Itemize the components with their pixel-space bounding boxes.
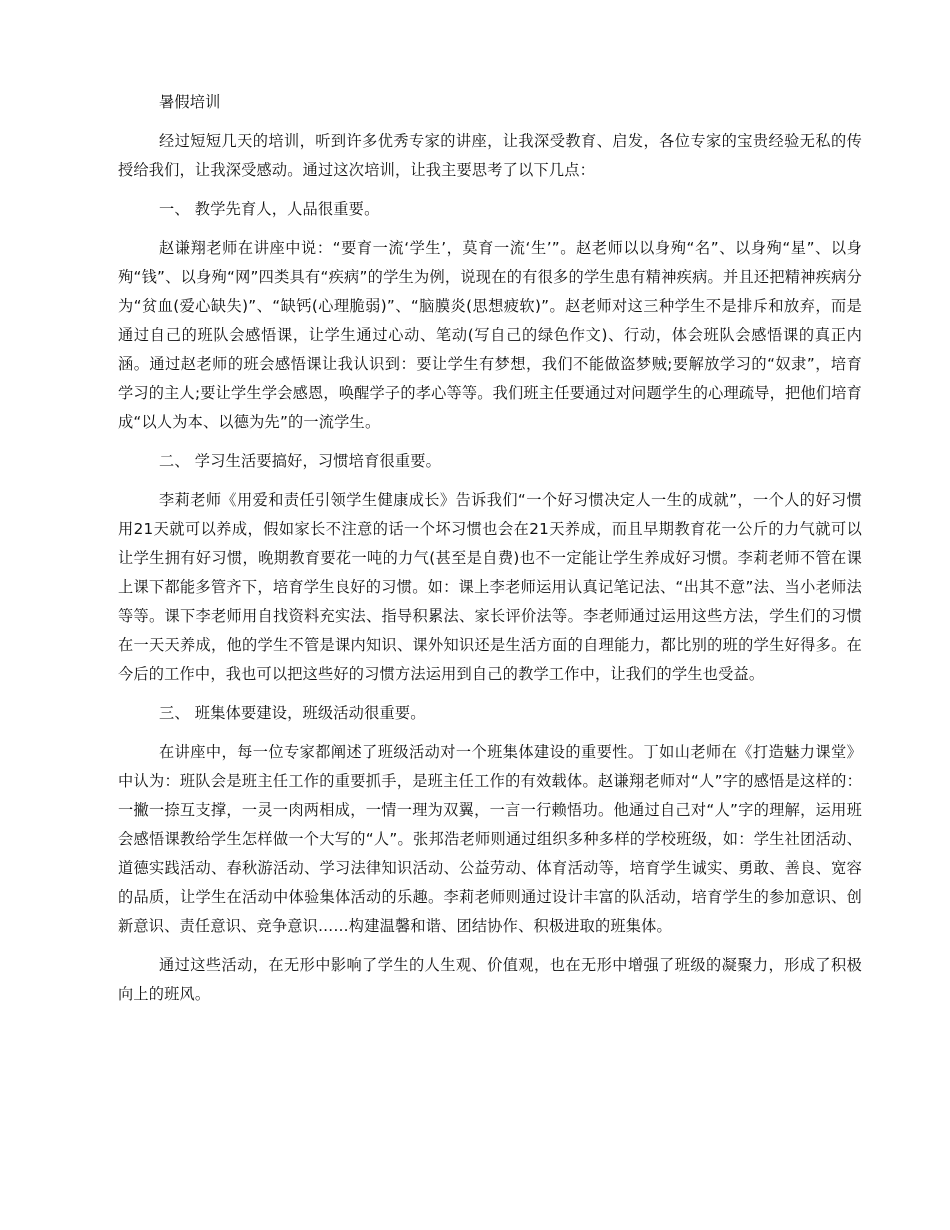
document-body — [118, 88, 862, 1019]
paragraph-intro: 经过短短几天的培训，听到许多优秀专家的讲座，让我深受教育、启发，各位专家的宝贵经验无私的传授给我们，让我深受感动。通过这次培训，让我主要思考了以下几点： — [118, 132, 862, 179]
paragraph-section-2: 李莉老师《用爱和责任引领学生健康成长》告诉我们“一个好习惯决定人一生的成就”，一个人的好习惯用21天就可以养成，假如家长不注意的话一个坏习惯也会在21天养成，而且早期教育花一公斤的力气就可以让学生拥有好习惯，晚期教育要花一吨的力气(甚至是自费)也不一定能让学生养成好习惯。李莉老师不管在课上课下都能多管齐下，培育学生良好的习惯。如：课上李老师运用认真记笔记法、“出其不意”法、当小老师法等等。课下李老师用自找资料充实法、指导积累法、家长评价法等。李老师通过运用这些方法，学生们的习惯在一天天养成，他的学生不管是课内知识、课外知识还是生活方面的自理能力，都比别的班的学生好得多。在今后的工作中，我也可以把这些好的习惯方法运用到自己的教学工作中，让我们的学生也受益。 — [118, 491, 862, 683]
section-heading-1: 一、 教学先育人，人品很重要。 — [159, 200, 380, 218]
section-heading-3: 三、 班集体要建设，班级活动很重要。 — [159, 704, 426, 722]
paragraph-section-3: 在讲座中，每一位专家都阐述了班级活动对一个班集体建设的重要性。丁如山老师在《打造魅力课堂》中认为：班队会是班主任工作的重要抓手，是班主任工作的有效载体。赵谦翔老师对“人”字的感悟是这样的：一撇一捺互支撑，一灵一肉两相成，一情一理为双翼，一言一行赖悟功。他通过自己对“人”字的理解，运用班会感悟课教给学生怎样做一个大写的“人”。张邦浩老师则通过组织多种多样的学校班级，如：学生社团活动、道德实践活动、春秋游活动、学习法律知识活动、公益劳动、体育活动等，培育学生诚实、勇敢、善良、宽容的品质，让学生在活动中体验集体活动的乐趣。李莉老师则通过设计丰富的队活动，培育学生的参加意识、创新意识、责任意识、竞争意识……构建温馨和谐、团结协作、积极进取的班集体。 — [118, 743, 862, 935]
section-heading-2: 二、 学习生活要搞好，习惯培育很重要。 — [159, 452, 442, 470]
paragraph-conclusion: 通过这些活动，在无形中影响了学生的人生观、价值观，也在无形中增强了班级的凝聚力，形成了积极向上的班风。 — [118, 956, 862, 1003]
document-title: 暑假培训 — [159, 93, 221, 111]
paragraph-section-1: 赵谦翔老师在讲座中说：“要育一流‘学生’，莫育一流‘生’”。赵老师以以身殉“名”、以身殉“星”、以身殉“钱”、以身殉“网”四类具有“疾病”的学生为例，说现在的有很多的学生患有精神疾病。并且还把精神疾病分为“贫血(爱心缺失)”、“缺钙(心理脆弱)”、“脑膜炎(思想疲软)”。赵老师对这三种学生不是排斥和放弃，而是通过自己的班队会感悟课，让学生通过心动、笔动(写自己的绿色作文)、行动，体会班队会感悟课的真正内涵。通过赵老师的班会感悟课让我认识到：要让学生有梦想，我们不能做盗梦贼;要解放学习的“奴隶”，培育学习的主人;要让学生学会感恩，唤醒学子的孝心等等。我们班主任要通过对问题学生的心理疏导，把他们培育成“以人为本、以德为先”的一流学生。 — [118, 239, 862, 431]
